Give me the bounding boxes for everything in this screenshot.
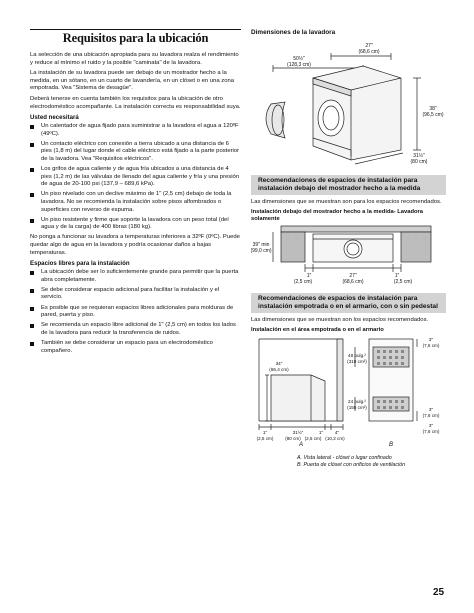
closet-height-cm-label: (86,4 cm) bbox=[269, 367, 289, 373]
cabinet-left bbox=[281, 232, 305, 262]
door-gap-cm-label: (10,2 cm) bbox=[325, 436, 345, 442]
page-number: 25 bbox=[433, 587, 445, 598]
height-cm-label: (96,5 cm) bbox=[422, 112, 444, 118]
closet-height-label: 34" bbox=[275, 361, 283, 367]
installation-paragraph: La instalación de su lavadora puede ser debajo de un mostrador hecho a la medida, en un sótano, en un cuarto de lavandería, en un clóset o en una zona empotrada. Vea "Sistema de desagüe". bbox=[30, 70, 235, 92]
square-bullet-icon bbox=[30, 342, 34, 346]
list-item-text: Es posible que se requieran espacios libres adicionales para molduras de pared, puerta y piso. bbox=[41, 304, 234, 319]
closet-subtitle: Instalación en el área empotrada o en el armario bbox=[251, 327, 384, 334]
square-bullet-icon bbox=[30, 168, 34, 172]
front-gap-label: 1" bbox=[318, 430, 324, 436]
front-gap-cm-label: (2,5 cm) bbox=[304, 436, 322, 442]
temperature-paragraph: No ponga a funcionar su lavadora a temperaturas inferiores a 32ºF (0ºC). Puede quedar algo de agua en la lavadora y podría ocasionar daños a bajas temperaturas. bbox=[30, 234, 240, 256]
washer-depth-label: 31½" bbox=[292, 430, 304, 436]
page-title: Requisitos para la ubicación bbox=[62, 31, 209, 45]
closet-text: Las dimensiones que se muestran son los espacios recomendados. bbox=[251, 316, 429, 323]
dimensions-title: Dimensiones de la lavadora bbox=[251, 29, 336, 36]
closet-diagram bbox=[251, 335, 446, 447]
square-bullet-icon bbox=[30, 125, 34, 129]
door-gap-label: 4" bbox=[334, 430, 340, 436]
list-item bbox=[30, 123, 241, 138]
floor-gap-label: 3" bbox=[428, 423, 434, 429]
list-item-text: Un piso nivelado con un declive máximo de 1" (2,5 cm) debajo de toda la lavadora. No se recomienda la instalación sobre pisos alfombrados o superficies con reverso de espuma. bbox=[41, 191, 232, 213]
bottom-vent-gap-cm-label: (7,6 cm) bbox=[422, 413, 440, 419]
top-gap-cm-label: (7,6 cm) bbox=[422, 343, 440, 349]
square-bullet-icon bbox=[30, 219, 34, 223]
list-item bbox=[30, 269, 241, 284]
width-cm-label: (80 cm) bbox=[410, 159, 428, 165]
square-bullet-icon bbox=[30, 143, 34, 147]
lower-vent-area-cm-label: (155 cm²) bbox=[347, 405, 367, 411]
width-label: 31½" bbox=[413, 153, 425, 159]
view-b-label: B bbox=[388, 442, 394, 448]
list-item-text: Un piso resistente y firme que soporte la lavadora con un peso total (del agua y de la carga) de 400 libras (180 kg). bbox=[41, 216, 229, 231]
back-gap-cm-label: (2,5 cm) bbox=[256, 436, 274, 442]
list-item bbox=[30, 217, 241, 232]
height-label: 38" bbox=[429, 106, 437, 112]
right-gap-cm-label: (2,5 cm) bbox=[393, 279, 413, 286]
undercounter-text: Las dimensiones que se muestran son para los espacios recomendados. bbox=[251, 198, 442, 205]
door-open-label: 50½" bbox=[293, 56, 305, 62]
caption-b: B. Puerta de clóset con orificios de ventilación bbox=[297, 461, 406, 468]
list-item-text: Un contacto eléctrico con conexión a tierra ubicado a una distancia de 6 pies (1,8 m) del lugar donde el cable eléctrico está fijado a la parte posterior de la lavadora. Vea "Requisitos eléctricos". bbox=[41, 140, 240, 163]
square-bullet-icon bbox=[30, 324, 34, 328]
square-bullet-icon bbox=[30, 289, 34, 293]
list-item bbox=[30, 166, 241, 189]
companion-paragraph: Deberá tenerse en cuenta también los requisitos para la ubicación de otro electrodoméstico acompañante. La instalación correcta es responsabilidad suya. bbox=[30, 95, 241, 110]
counter-width-cm-label: (68,6 cm) bbox=[342, 279, 364, 286]
needs-list bbox=[30, 123, 241, 232]
intro-paragraph: La selección de una ubicación apropiada para su lavadora realza el rendimiento y reduce al mínimo el ruido y la posible "caminata" de la lavadora. bbox=[30, 52, 239, 66]
back-gap-label: 1" bbox=[262, 430, 268, 436]
square-bullet-icon bbox=[30, 193, 34, 197]
door-open-cm-label: (128,3 cm) bbox=[287, 62, 311, 68]
list-item-text: La ubicación debe ser lo suficientemente grande para permitir que la puerta abra completamente. bbox=[41, 269, 239, 283]
list-item bbox=[30, 305, 241, 320]
washer-dimensions-diagram bbox=[251, 38, 446, 166]
undercounter-diagram bbox=[251, 224, 446, 286]
view-a-label: A bbox=[298, 442, 304, 448]
undercounter-heading: Recomendaciones de espacios de instalación para instalación debajo del mostrador hecho a la medida bbox=[251, 175, 446, 195]
depth-label: 27" bbox=[365, 43, 373, 49]
counter-height-cm-label: (99,0 cm) bbox=[251, 248, 272, 255]
space-heading: Espacios libres para la instalación bbox=[30, 260, 130, 268]
undercounter-subtitle: Instalación debajo del mostrador hecho a la medida- Lavadora solamente bbox=[251, 209, 424, 223]
space-list bbox=[30, 269, 241, 355]
depth-cm-label: (68,6 cm) bbox=[358, 49, 380, 55]
list-item bbox=[30, 322, 241, 337]
counter-height-label: 39" min bbox=[252, 242, 270, 249]
top-gap-label: 3" bbox=[428, 337, 434, 343]
square-bullet-icon bbox=[30, 271, 34, 275]
list-item bbox=[30, 287, 241, 302]
list-item-text: Un calentador de agua fijado para suministrar a la lavadora el agua a 120ºF (49ºC). bbox=[41, 123, 239, 137]
left-column bbox=[30, 29, 241, 358]
countertop bbox=[281, 226, 431, 232]
left-gap-label: 1" bbox=[306, 273, 312, 280]
closet-door-side bbox=[337, 339, 343, 421]
right-gap-label: 1" bbox=[394, 273, 400, 280]
list-item-text: Los grifos de agua caliente y de agua fría ubicados a una distancia de 4 pies (1,2 m) de las válvulas de llenado del agua caliente y fría y una presión de agua de 20-100 psi (137,9 – 689,6 kPa). bbox=[41, 166, 240, 188]
diagram-captions bbox=[251, 455, 446, 468]
washer-side-view bbox=[271, 375, 325, 421]
list-item-text: También se debe considerar un espacio para un electrodoméstico compañero. bbox=[41, 339, 213, 354]
upper-vent-area-cm-label: (310 cm²) bbox=[347, 359, 367, 365]
open-door bbox=[266, 102, 285, 138]
list-item bbox=[30, 141, 241, 164]
title-rule bbox=[30, 29, 241, 46]
square-bullet-icon bbox=[30, 307, 34, 311]
list-item bbox=[30, 191, 241, 214]
needs-heading: Usted necesitará bbox=[30, 114, 79, 122]
left-gap-cm-label: (2,5 cm) bbox=[293, 279, 313, 286]
bottom-vent-gap-label: 3" bbox=[428, 407, 434, 413]
counter-width-label: 27" bbox=[349, 273, 357, 280]
lower-vent-area-label: 24 pulg.² bbox=[348, 399, 366, 405]
caption-a: A. Vista lateral - clóset o lugar confinado bbox=[297, 455, 392, 462]
right-column bbox=[251, 29, 446, 468]
list-item-text: Se debe considerar espacio adicional para facilitar la instalación y el servicio. bbox=[41, 286, 220, 301]
washer-depth-cm-label: (80 cm) bbox=[285, 436, 301, 442]
floor-gap-cm-label: (7,6 cm) bbox=[422, 429, 440, 435]
list-item bbox=[30, 340, 241, 355]
upper-vent-area-label: 48 pulg.² bbox=[348, 353, 366, 359]
closet-heading: Recomendaciones de espacios de instalación para instalación empotrada o en el armario, con o sin pedestal bbox=[251, 293, 446, 313]
list-item-text: Se recomienda un espacio libre adicional de 1" (2,5 cm) en todos los lados de la lavadora para reducir la transferencia de ruidos. bbox=[41, 322, 236, 336]
